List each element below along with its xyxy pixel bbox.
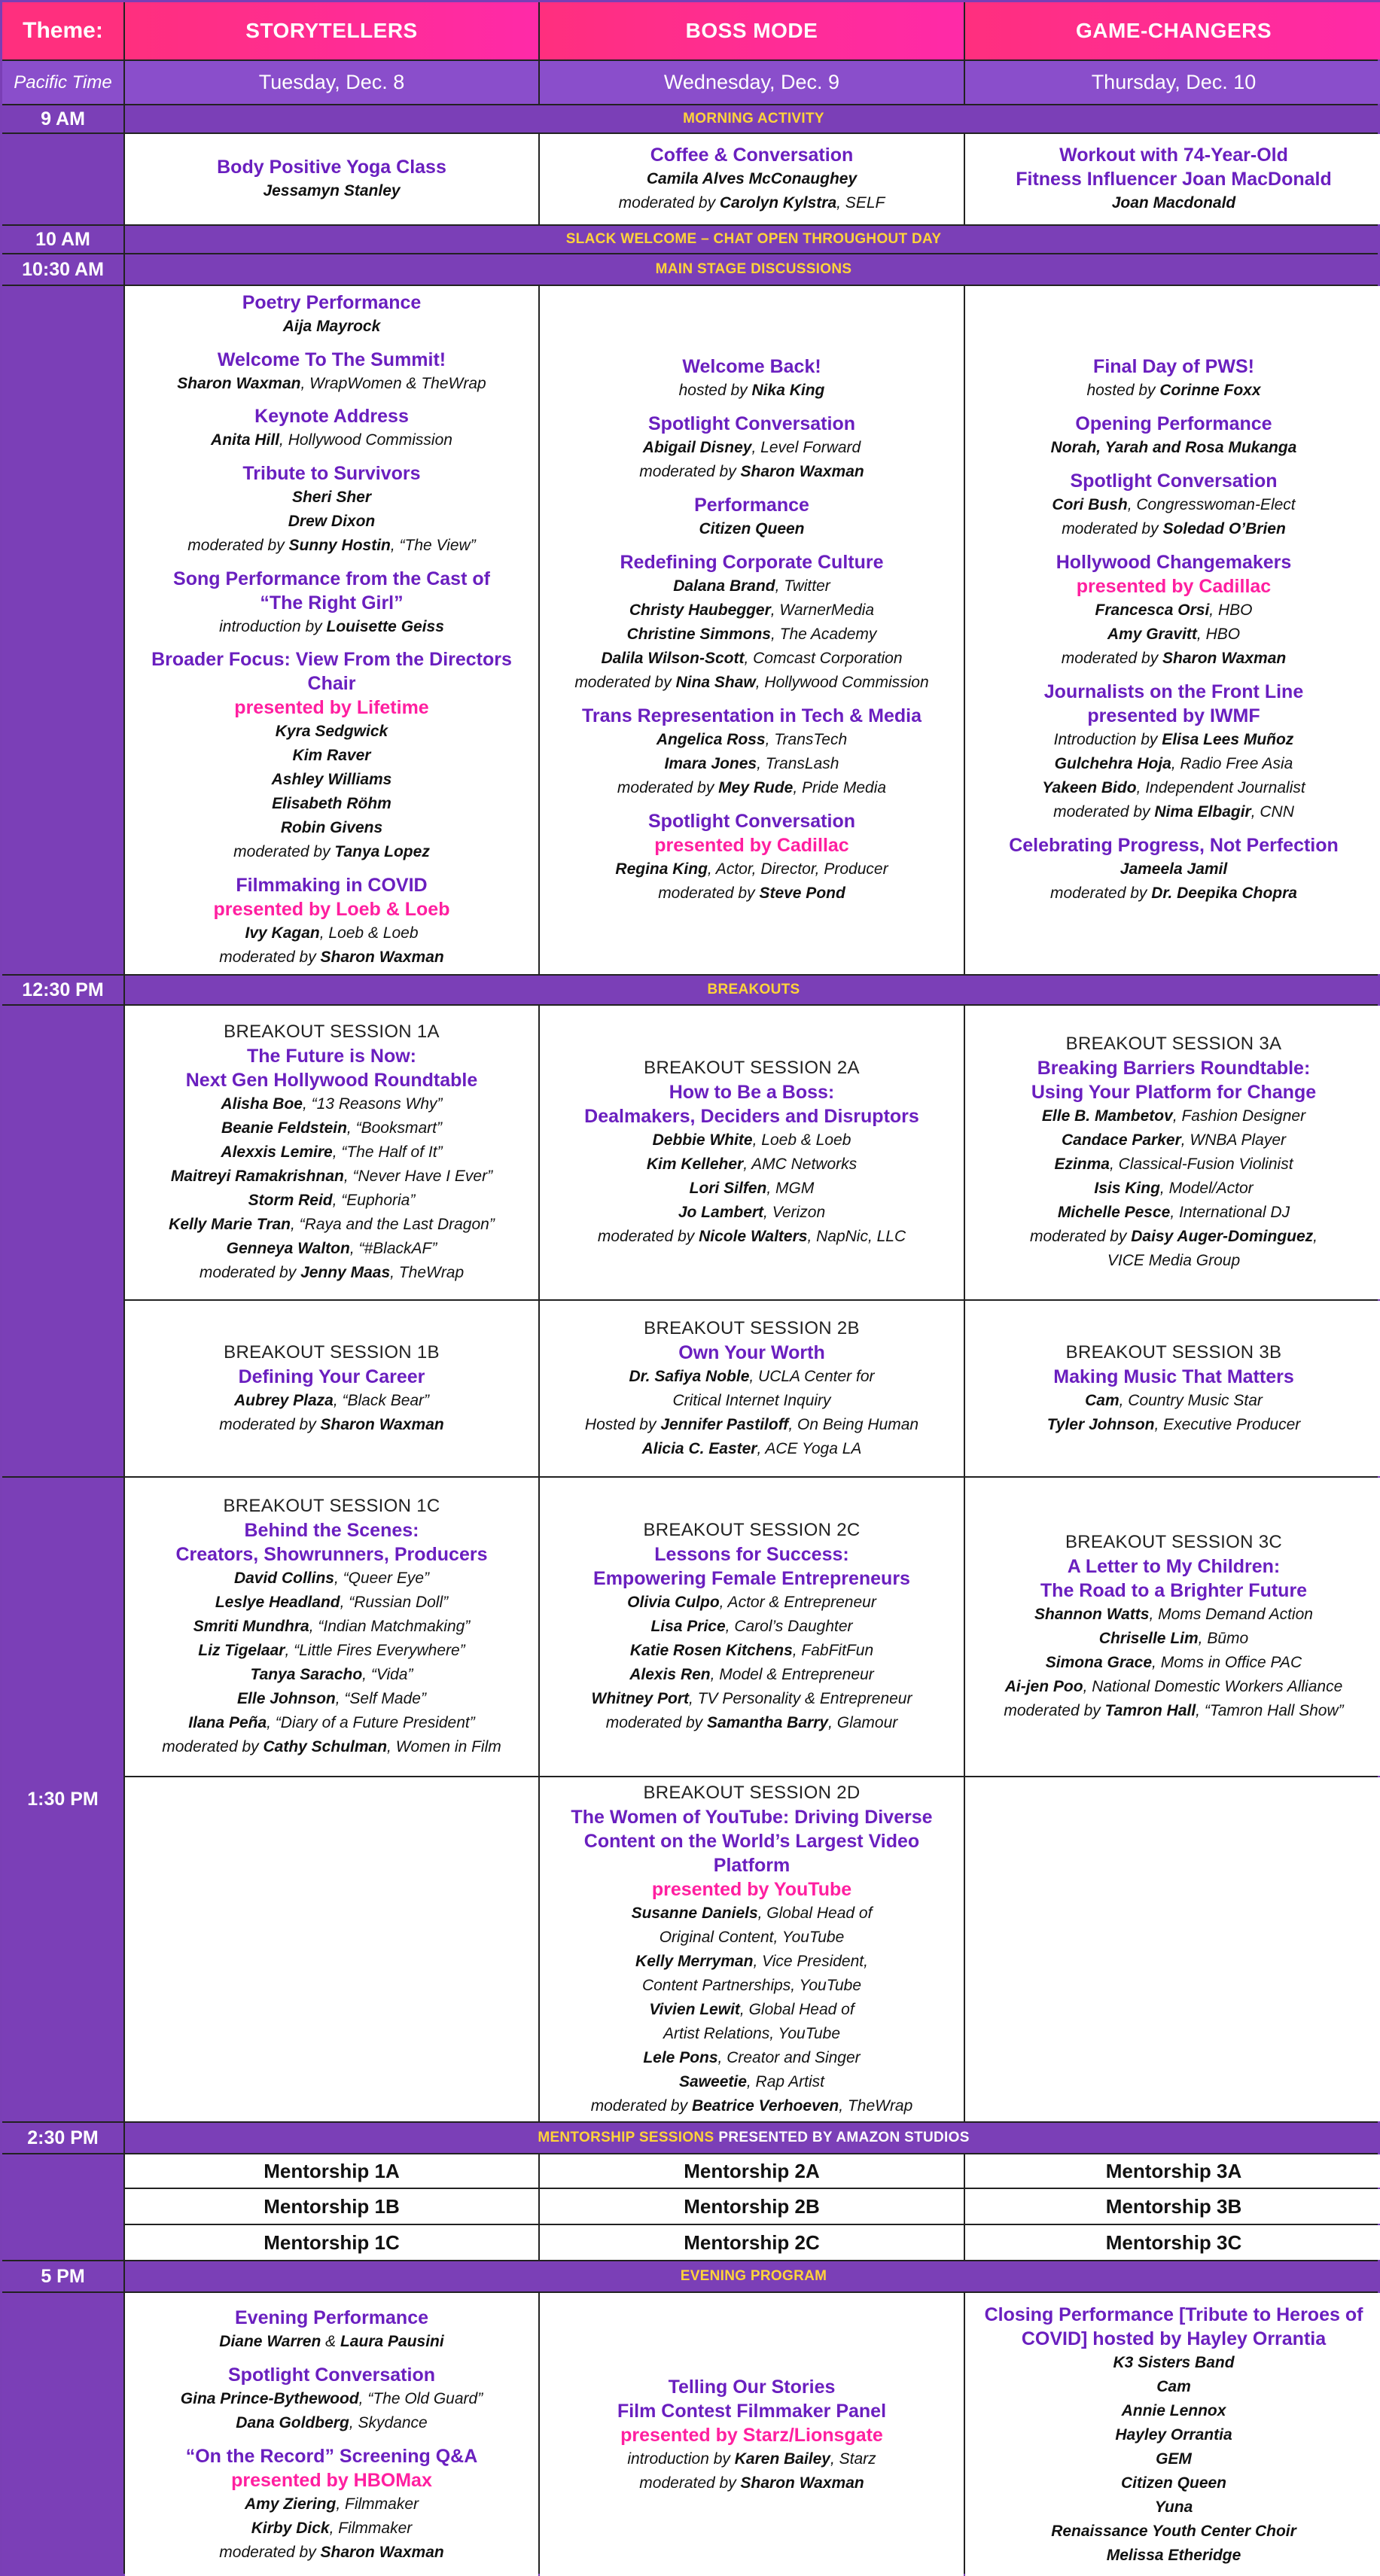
session-title: Tribute to Survivors [242, 463, 421, 484]
speaker: Genneya Walton, “#BlackAF” [226, 1240, 437, 1257]
session-title-line2: COVID] hosted by Hayley Orrantia [1021, 2328, 1327, 2349]
speaker: Anita Hill, Hollywood Commission [211, 431, 452, 449]
band-slack-welcome: SLACK WELCOME – CHAT OPEN THROUGHOUT DAY [125, 226, 1380, 253]
mentorship-3a: Mentorship 3A [965, 2154, 1380, 2188]
timezone-label: Pacific Time [2, 61, 123, 104]
session-title: “On the Record” Screening Q&A [185, 2445, 478, 2467]
session-title: Telling Our Stories [668, 2376, 836, 2398]
presenter: presented by Cadillac [1076, 576, 1272, 597]
speaker: Kim Kelleher, AMC Networks [646, 1156, 858, 1173]
speaker: Amy Ziering, Filmmaker [244, 2495, 419, 2513]
performer: Yuna [1154, 2498, 1193, 2516]
time-1030am: 10:30 AM [2, 254, 123, 285]
band-mentorship [125, 2123, 1380, 2153]
speaker: Tyler Johnson, Executive Producer [1046, 1415, 1301, 1433]
session-label: BREAKOUT SESSION 1A [224, 1022, 440, 1042]
session-title-line2: Fitness Influencer Joan MacDonald [1016, 169, 1332, 190]
session-title: Redefining Corporate Culture [620, 552, 884, 573]
speaker-affiliation: Artist Relations, YouTube [663, 2024, 841, 2042]
moderator: moderated by Sharon Waxman [219, 2543, 444, 2561]
speaker: Ashley Williams [271, 771, 392, 789]
session-coffee [540, 134, 964, 224]
speaker: Vivien Lewit, Global Head of [649, 2000, 855, 2018]
session-title: How to Be a Boss: [669, 1082, 835, 1103]
session-title: Spotlight Conversation [1070, 470, 1278, 492]
speaker: Lele Pons, Creator and Singer [643, 2048, 861, 2066]
speaker: Sharon Waxman, WrapWomen & TheWrap [177, 374, 486, 392]
session-title: Hollywood Changemakers [1056, 552, 1292, 573]
mentorship-3b: Mentorship 3B [965, 2189, 1380, 2224]
session-title: Breaking Barriers Roundtable: [1037, 1058, 1311, 1079]
moderator: moderated by Nina Shaw, Hollywood Commission [574, 674, 929, 691]
session-label: BREAKOUT SESSION 2B [644, 1317, 860, 1338]
speaker: Jessamyn Stanley [263, 182, 401, 199]
session-title: A Letter to My Children: [1067, 1556, 1281, 1577]
speaker: Alexxis Lemire, “The Half of It” [221, 1143, 443, 1161]
speaker: Jo Lambert, Verizon [678, 1204, 826, 1221]
day-thursday: Thursday, Dec. 10 [965, 61, 1380, 104]
time-1230pm: 12:30 PM [2, 976, 123, 1004]
speaker: Joan Macdonald [1111, 194, 1236, 212]
speaker: Simona Grace, Moms in Office PAC [1045, 1654, 1302, 1671]
moderator: moderated by Beatrice Verhoeven, TheWrap [590, 2096, 913, 2115]
band-breakouts: BREAKOUTS [125, 976, 1380, 1004]
speaker: Aubrey Plaza, “Black Bear” [233, 1391, 430, 1409]
performer: GEM [1156, 2450, 1192, 2468]
speaker: Robin Givens [280, 819, 383, 837]
intro: introduction by Karen Bailey, Starz [627, 2450, 876, 2468]
speaker: Christine Simmons, The Academy [626, 626, 877, 643]
speaker: Ilana Peña, “Diary of a Future President” [188, 1714, 475, 1731]
empty-cell [125, 1777, 538, 2121]
speaker: Imara Jones, TransLash [664, 755, 839, 772]
moderator: moderated by Dr. Deepika Chopra [1050, 885, 1297, 902]
moderator: moderated by Sharon Waxman [219, 1415, 444, 1433]
session-workout [965, 134, 1380, 224]
session-title: Keynote Address [254, 406, 409, 428]
speaker: Tanya Saracho, “Vida” [250, 1666, 413, 1683]
speaker: Katie Rosen Kitchens, FabFitFun [629, 1642, 874, 1659]
performer: Hayley Orrantia [1115, 2425, 1232, 2444]
speaker: Lisa Price, Carol’s Daughter [650, 1618, 853, 1635]
session-title: Trans Representation in Tech & Media [581, 705, 922, 726]
band-morning-activity: MORNING ACTIVITY [125, 105, 1380, 132]
evening-storytellers [125, 2293, 538, 2576]
session-title: Opening Performance [1075, 413, 1272, 434]
time-spacer [2, 2154, 123, 2260]
session-label: BREAKOUT SESSION 3C [1065, 1532, 1282, 1552]
theme-boss-mode: BOSS MODE [540, 2, 964, 59]
time-spacer [2, 134, 123, 224]
speaker: Saweetie, Rap Artist [679, 2072, 824, 2090]
theme-game-changers: GAME-CHANGERS [965, 2, 1380, 59]
breakout-2b [540, 1301, 964, 1476]
session-title: Lessons for Success: [654, 1544, 849, 1565]
moderator: moderated by Steve Pond [658, 885, 845, 902]
speaker: Ivy Kagan, Loeb & Loeb [245, 924, 419, 942]
moderator: moderated by Samantha Barry, Glamour [605, 1714, 898, 1731]
speaker: Norah, Yarah and Rosa Mukanga [1050, 439, 1297, 456]
presenter: presented by Loeb & Loeb [213, 899, 450, 921]
day-wednesday: Wednesday, Dec. 9 [540, 61, 964, 104]
moderator-affiliation: VICE Media Group [1107, 1252, 1241, 1269]
moderator: moderated by Nima Elbagir, CNN [1053, 803, 1294, 821]
session-title: Poetry Performance [242, 291, 422, 313]
speaker-affiliation: Original Content, YouTube [659, 1928, 845, 1946]
speaker: Whitney Port, TV Personality & Entrepreneur [591, 1690, 912, 1707]
speaker: Elle B. Mambetov, Fashion Designer [1041, 1107, 1306, 1125]
session-title-line2: Content on the World’s Largest Video Platform [583, 1830, 920, 1876]
moderator: moderated by Nicole Walters, NapNic, LLC [597, 1228, 906, 1245]
session-title-line2: “The Right Girl” [260, 592, 404, 614]
moderator: moderated by Mey Rude, Pride Media [617, 779, 887, 796]
speaker: Kelly Marie Tran, “Raya and the Last Dragon” [169, 1216, 495, 1233]
time-spacer [2, 286, 123, 974]
speaker: Alicia C. Easter, ACE Yoga LA [641, 1439, 862, 1457]
mentorship-3c: Mentorship 3C [965, 2225, 1380, 2260]
session-title: Workout with 74-Year-Old [1059, 145, 1288, 166]
session-yoga [125, 134, 538, 224]
host: hosted by Corinne Foxx [1086, 382, 1261, 399]
speaker: Alisha Boe, “13 Reasons Why” [221, 1095, 443, 1113]
speaker: Debbie White, Loeb & Loeb [652, 1131, 851, 1149]
moderator: moderated by Sharon Waxman [639, 463, 864, 480]
breakout-2c [540, 1478, 964, 1776]
presenter: presented by Lifetime [234, 697, 429, 719]
main-stage-boss-mode [540, 286, 964, 974]
performer: Melissa Etheridge [1106, 2546, 1241, 2564]
speaker: Drew Dixon [288, 513, 376, 530]
theme-label: Theme: [2, 2, 123, 59]
breakout-3b [965, 1301, 1380, 1476]
speaker: Lori Silfen, MGM [689, 1180, 815, 1197]
moderator: moderated by Sharon Waxman [639, 2474, 864, 2492]
speaker: Shannon Watts, Moms Demand Action [1034, 1606, 1313, 1623]
speaker: Elisabeth Röhm [272, 795, 391, 813]
moderator: moderated by Sunny Hostin, “The View” [187, 537, 476, 554]
presenter: presented by IWMF [1087, 705, 1260, 726]
theme-storytellers: STORYTELLERS [125, 2, 538, 59]
moderator: moderated by Tamron Hall, “Tamron Hall Show” [1004, 1702, 1344, 1719]
presenter: presented by HBOMax [231, 2469, 432, 2491]
time-5pm: 5 PM [2, 2261, 123, 2291]
empty-cell [965, 1777, 1380, 2121]
speaker: Diane Warren & Laura Pausini [219, 2332, 444, 2350]
speaker: Abigail Disney, Level Forward [642, 439, 861, 456]
band-mentorship-sponsor: PRESENTED BY AMAZON STUDIOS [718, 2130, 970, 2145]
speaker: Chriselle Lim, Būmo [1098, 1630, 1249, 1647]
performer: Annie Lennox [1121, 2401, 1226, 2419]
speaker: Christy Haubegger, WarnerMedia [629, 601, 875, 619]
main-stage-storytellers [125, 286, 538, 974]
session-title: The Future is Now: [247, 1046, 416, 1067]
time-spacer [2, 2293, 123, 2576]
intro: introduction by Louisette Geiss [219, 617, 444, 635]
evening-boss-mode [540, 2293, 964, 2576]
session-title: Spotlight Conversation [228, 2364, 435, 2386]
session-title-line2: Empowering Female Entrepreneurs [593, 1568, 910, 1589]
session-title: Broader Focus: View From the Directors Chair [151, 649, 512, 695]
mentorship-1a: Mentorship 1A [125, 2154, 538, 2188]
speaker: Jameela Jamil [1120, 860, 1228, 878]
mentorship-2a: Mentorship 2A [540, 2154, 964, 2188]
session-title: Coffee & Conversation [650, 145, 854, 166]
band-main-stage: MAIN STAGE DISCUSSIONS [125, 254, 1380, 285]
speaker: Ezinma, Classical-Fusion Violinist [1054, 1156, 1293, 1173]
session-label: BREAKOUT SESSION 3B [1065, 1341, 1282, 1363]
moderator: moderated by Cathy Schulman, Women in Film [162, 1738, 501, 1755]
schedule-grid [2, 2, 1378, 2574]
breakout-3a [965, 1006, 1380, 1299]
speaker: Cori Bush, Congresswoman-Elect [1052, 496, 1296, 513]
performer: K3 Sisters Band [1113, 2353, 1235, 2371]
speaker: Cam, Country Music Star [1085, 1391, 1263, 1409]
session-title-line2: Using Your Platform for Change [1031, 1082, 1317, 1103]
time-130pm: 1:30 PM [2, 1478, 123, 2121]
moderator: moderated by Daisy Auger-Dominguez, [1029, 1228, 1318, 1245]
moderator: moderated by Sharon Waxman [219, 948, 444, 967]
breakout-2d [540, 1777, 964, 2121]
session-title: Defining Your Career [238, 1366, 425, 1387]
time-230pm: 2:30 PM [2, 2123, 123, 2153]
session-title: Journalists on the Front Line [1043, 681, 1304, 702]
performer: Renaissance Youth Center Choir [1051, 2522, 1296, 2540]
breakout-1b [125, 1301, 538, 1476]
session-title: Closing Performance [Tribute to Heroes of [984, 2303, 1363, 2325]
session-label: BREAKOUT SESSION 2D [643, 1782, 861, 1803]
speaker: Gina Prince-Bythewood, “The Old Guard” [180, 2389, 483, 2407]
speaker: Dana Goldberg, Skydance [236, 2413, 428, 2431]
intro: Introduction by Elisa Lees Muñoz [1053, 731, 1294, 748]
session-title-line2: Creators, Showrunners, Producers [175, 1544, 488, 1565]
speaker: Olivia Culpo, Actor & Entrepreneur [627, 1594, 876, 1611]
speaker: Citizen Queen [699, 520, 805, 537]
speaker: Camila Alves McConaughey [646, 170, 858, 187]
speaker: Candace Parker, WNBA Player [1061, 1131, 1286, 1149]
session-title-line2: Dealmakers, Deciders and Disruptors [584, 1106, 919, 1127]
speaker: Kirby Dick, Filmmaker [251, 2519, 413, 2537]
moderator: moderated by Sharon Waxman [1061, 650, 1287, 667]
session-title: Spotlight Conversation [648, 811, 855, 832]
session-title: Making Music That Matters [1053, 1366, 1294, 1387]
session-title: Welcome Back! [682, 356, 821, 377]
speaker: Alexis Ren, Model & Entrepreneur [629, 1666, 874, 1683]
moderator: moderated by Jenny Maas, TheWrap [199, 1264, 465, 1281]
speaker: Liz Tigelaar, “Little Fires Everywhere” [198, 1642, 465, 1659]
speaker: Dalana Brand, Twitter [673, 577, 830, 595]
session-title: Celebrating Progress, Not Perfection [1009, 835, 1339, 856]
band-evening-program: EVENING PROGRAM [125, 2261, 1380, 2291]
session-title: The Women of YouTube: Driving Diverse [571, 1806, 933, 1828]
speaker: Yakeen Bido, Independent Journalist [1042, 779, 1305, 796]
time-9am: 9 AM [2, 105, 123, 132]
speaker: Regina King, Actor, Director, Producer [615, 860, 888, 878]
speaker: Sheri Sher [291, 489, 372, 506]
session-title: Song Performance from the Cast of [173, 568, 490, 589]
breakout-3c [965, 1478, 1380, 1776]
speaker: Beanie Feldstein, “Booksmart” [221, 1119, 442, 1137]
mentorship-1b: Mentorship 1B [125, 2189, 538, 2224]
session-title: Behind the Scenes: [244, 1520, 419, 1541]
speaker: Kelly Merryman, Vice President, [635, 1952, 868, 1970]
speaker-affiliation: Critical Internet Inquiry [672, 1391, 831, 1409]
day-tuesday: Tuesday, Dec. 8 [125, 61, 538, 104]
speaker: Amy Gravitt, HBO [1107, 626, 1241, 643]
mentorship-1c: Mentorship 1C [125, 2225, 538, 2260]
moderator: moderated by Carolyn Kylstra, SELF [618, 194, 885, 212]
time-10am: 10 AM [2, 226, 123, 253]
session-title-line2: The Road to a Brighter Future [1040, 1580, 1308, 1601]
session-label: BREAKOUT SESSION 2C [643, 1520, 861, 1540]
speaker-affiliation: Content Partnerships, YouTube [641, 1976, 862, 1994]
moderator: moderated by Tanya Lopez [233, 843, 430, 861]
evening-game-changers [965, 2293, 1380, 2576]
speaker: Ai-jen Poo, National Domestic Workers Alliance [1004, 1678, 1343, 1695]
speaker: Leslye Headland, “Russian Doll” [215, 1594, 449, 1611]
mentorship-2c: Mentorship 2C [540, 2225, 964, 2260]
host: hosted by Nika King [678, 382, 825, 399]
session-label: BREAKOUT SESSION 1C [223, 1496, 440, 1516]
presenter: presented by Cadillac [654, 835, 849, 856]
session-label: BREAKOUT SESSION 2A [644, 1058, 860, 1078]
speaker: Isis King, Model/Actor [1094, 1180, 1254, 1197]
speaker: Francesca Orsi, HBO [1095, 601, 1253, 619]
band-mentorship-label: MENTORSHIP SESSIONS [538, 2130, 714, 2145]
speaker: Maitreyi Ramakrishnan, “Never Have I Ever” [170, 1168, 493, 1185]
main-stage-game-changers [965, 286, 1380, 974]
performer: Cam [1156, 2377, 1191, 2395]
performer: Citizen Queen [1120, 2474, 1227, 2492]
speaker: Kyra Sedgwick [275, 723, 388, 741]
speaker: David Collins, “Queer Eye” [233, 1570, 430, 1587]
speaker: Gulchehra Hoja, Radio Free Asia [1054, 755, 1293, 772]
session-title: Final Day of PWS! [1093, 356, 1254, 377]
speaker: Dr. Safiya Noble, UCLA Center for [629, 1367, 875, 1385]
breakout-1a [125, 1006, 538, 1299]
session-title: Body Positive Yoga Class [217, 157, 446, 178]
session-title: Filmmaking in COVID [236, 875, 428, 897]
presenter: presented by Starz/Lionsgate [620, 2424, 883, 2446]
speaker: Elle Johnson, “Self Made” [237, 1690, 426, 1707]
speaker: Susanne Daniels, Global Head of [631, 1904, 873, 1922]
session-title: Spotlight Conversation [648, 413, 855, 434]
time-spacer [2, 1006, 123, 1476]
speaker: Dalila Wilson-Scott, Comcast Corporation [601, 650, 903, 667]
session-title-line2: Film Contest Filmmaker Panel [617, 2400, 887, 2422]
speaker: Angelica Ross, TransTech [656, 731, 848, 748]
breakout-1c [125, 1478, 538, 1776]
session-title: Welcome To The Summit! [217, 349, 446, 370]
speaker: Smriti Mundhra, “Indian Matchmaking” [193, 1618, 471, 1635]
speaker: Michelle Pesce, International DJ [1057, 1204, 1290, 1221]
breakout-2a [540, 1006, 964, 1299]
moderator: moderated by Soledad O’Brien [1062, 520, 1286, 537]
session-title: Evening Performance [234, 2307, 429, 2328]
session-label: BREAKOUT SESSION 3A [1065, 1034, 1282, 1054]
host: Hosted by Jennifer Pastiloff, On Being Human [584, 1415, 919, 1433]
session-title: Performance [694, 495, 809, 516]
presenter: presented by YouTube [651, 1878, 852, 1900]
speaker: Aija Mayrock [282, 317, 381, 335]
speaker: Storm Reid, “Euphoria” [248, 1192, 416, 1209]
session-title-line2: Next Gen Hollywood Roundtable [185, 1070, 478, 1091]
session-label: BREAKOUT SESSION 1B [224, 1341, 440, 1363]
speaker: Kim Raver [292, 747, 371, 765]
session-title: Own Your Worth [678, 1341, 825, 1363]
mentorship-2b: Mentorship 2B [540, 2189, 964, 2224]
